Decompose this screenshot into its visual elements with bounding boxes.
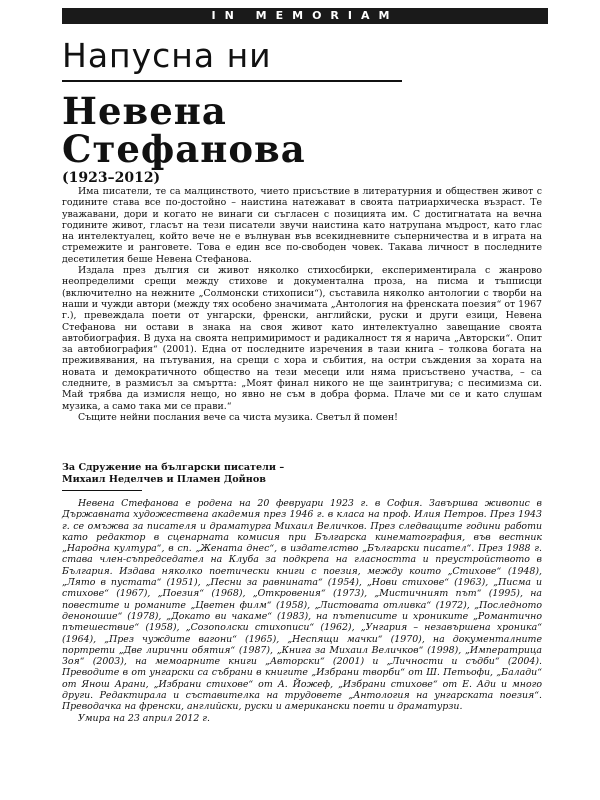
obituary-body bbox=[62, 186, 542, 423]
person-name-line-1: Невена bbox=[62, 89, 227, 133]
person-name bbox=[62, 89, 306, 171]
section-separator bbox=[62, 490, 142, 491]
body-paragraph: Има писатели, те са малцинството, чието присъствие в литературния и обществен живот с годините става все по-достойно – наистина натежават в своята патриархическа възраст. Те уважавани, дори и когато не винаги си съгласен с позицията им. С достигнатата на вечна годините живот, гласът на тези писатели звучи наистина като натрупана мъдрост, като глас на интелектуалец, който вече не е вълнуван във всекидневните съперничества и в играта на стремежите и ранговете. Това е един все по-свободен човек. Такава личност в последните десетилетия беше Невена Стефанова. bbox=[62, 186, 542, 265]
signature-line-2: Михаил Неделчев и Пламен Дойнов bbox=[62, 473, 266, 485]
in-memoriam-banner: IN MEMORIAM bbox=[62, 8, 548, 24]
signature-line-1: За Сдружение на български писатели – bbox=[62, 462, 285, 473]
life-years: (1923–2012) bbox=[62, 170, 161, 186]
body-paragraph: Издала през дългия си живот няколко стихосбирки, експериментирала с жанрово неопределими срещи между стихове и документална проза, на писма и тъпписци (включително на нежните „Солмонски стихописи“), съставила няколко антологии с творби на наши и чужди автори (между тях особено значимата „Антология на френската поезия“ от 1967 г.), превеждала поети от унгарски, френски, английски, руски и други езици, Невена Стефанова ни остави в знака на своя живот като интелектуално завещание своята автобиография. В духа на своята непримиримост и радикалност тя я нарича „Авторски“. Опит за автобиография“ (2001). Една от последните изречения в тази книга – толкова богата на преживявания, на пътувания, на срещи с хора и събития, на остри съждения за хората на новата и демократичното общество на тези месеци или няма присъствено участва, – са следните, в размисъл за смъртта: „Моят финал никого не ще заинтригува; с песимизма си. Май трябва да измисля нещо, но явно не съм в добра форма. Плаче ми се и като слушам музика, а само така ми се прави.“ bbox=[62, 265, 542, 412]
bio-paragraph: Невена Стефанова е родена на 20 февруари 1923 г. в София. Завършва живопис в Държавната художествена академия през 1946 г. в класа на проф. Илия Петров. През 1943 г. се омъжва за писателя и драматурга Михаил Величков. През следващите години работи като редактор в сценарната комисия при Българска кинематография, във вестник „Народна култура“, в сп. „Жената днес“, в издателство „Български писател“. През 1988 г. става член-съпредседател на Клуба за подкрепа на гласността и преустройството в България. Издава няколко поетически книги с поезия, между които „Стихове“ (1948), „Лято в пустата“ (1951), „Песни за равнината“ (1954), „Нови стихове“ (1963), „Писма и стихове“ (1967), „Поезия“ (1968), „Откровения“ (1973), „Мистичният път“ (1995), на повестите и романите „Цветен филм“ (1958), „Листовата отливка“ (1972), „Последното деноношие“ (1978), „Докато ви чакаме“ (1983), на пътеписите и хрониките „Романтично пътешествие“ (1958), „Созополски стихописи“ (1962), „Унгария – незавършена хроника“ (1964), „През чуждите вагони“ (1965), „Неспящи мачки“ (1970), на документалните портрети „Две лирични обятия“ (1987), „Книга за Михаил Величков“ (1998), „Императрица Зоя“ (2003), на мемоарните книги „Авторски“ (2001) и „Личности и съдби“ (2004). Преводите в от унгарски са събрани в книгите „Избрани творби“ от Ш. Петьофи, „Балади“ от Янош Арани, „Избрани стихове“ от А. Йожеф, „Избрани стихове“ от Е. Ади и много други. Редактирала и съставителка на трудовете „Антология на унгарската поезия“. Преводачка на френски, английски, руски и американски поети и драматурзи. bbox=[62, 498, 542, 713]
body-paragraph: Същите нейни послания вече са чиста музика. Светъл й помен! bbox=[78, 411, 398, 423]
bio-paragraph: Умира на 23 април 2012 г. bbox=[78, 712, 210, 724]
signature bbox=[62, 462, 542, 485]
heading-rule bbox=[62, 80, 402, 82]
biography bbox=[62, 498, 542, 724]
kicker-heading: Напусна ни bbox=[62, 36, 272, 75]
person-name-line-2: Стефанова bbox=[62, 127, 306, 171]
